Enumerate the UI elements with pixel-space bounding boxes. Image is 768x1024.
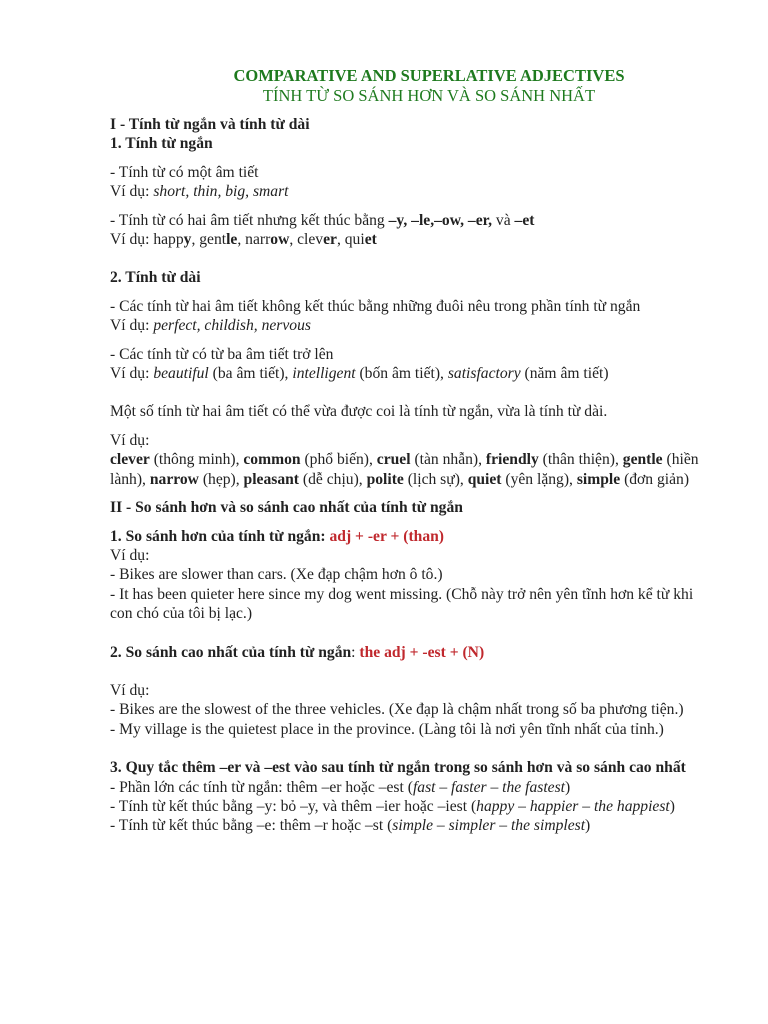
rule-2: - Tính từ kết thúc bằng –y: bỏ –y, và thêm –ier hoặc –iest (happy – happier – the happiest): [110, 797, 675, 815]
section1-sub1-heading: 1. Tính từ ngắn: [110, 135, 213, 153]
dual-adj-word: quiet: [467, 470, 502, 488]
superlative-example-label: Ví dụ:: [110, 681, 150, 699]
dual-adj-meaning: (thân thiện),: [538, 451, 623, 469]
comparative-formula: adj + -er + (than): [329, 527, 445, 545]
dual-adj-word: simple: [576, 470, 621, 488]
short-adj-example-1: Ví dụ: short, thin, big, smart: [110, 183, 289, 201]
dual-adj-word: cruel: [376, 451, 411, 469]
document-title: [110, 66, 748, 106]
dual-adj-meaning: (hẹp),: [198, 470, 244, 488]
dual-adj-meaning: (tàn nhẫn),: [410, 451, 486, 469]
comparative-example-label: Ví dụ:: [110, 546, 150, 564]
dual-adj-meaning: (đơn giản): [620, 470, 690, 488]
comparative-example-1: - Bikes are slower than cars. (Xe đạp chậm hơn ô tô.): [110, 566, 443, 584]
dual-adj-word: common: [243, 451, 301, 469]
superlative-formula: the adj + -est + (N): [359, 643, 485, 661]
title-vietnamese: TÍNH TỪ SO SÁNH HƠN VÀ SO SÁNH NHẤT: [262, 86, 596, 105]
comparative-heading: 1. So sánh hơn của tính từ ngắn: adj + -er + (than): [110, 527, 445, 545]
dual-adj-example-label: Ví dụ:: [110, 431, 150, 449]
rule-1: - Phần lớn các tính từ ngắn: thêm –er hoặc –est (fast – faster – the fastest): [110, 778, 571, 796]
dual-adj-word: narrow: [149, 470, 199, 488]
example-word: gentle: [199, 231, 238, 249]
rules-heading: 3. Quy tắc thêm –er và –est vào sau tính từ ngắn trong so sánh hơn và so sánh cao nhất: [110, 759, 686, 777]
example-word: narrow: [245, 231, 290, 249]
example-word: clever: [297, 231, 337, 249]
dual-adj-examples: [110, 450, 718, 489]
long-adj-rule-2: - Các tính từ có từ ba âm tiết trở lên: [110, 345, 334, 363]
comparative-example-2: - It has been quieter here since my dog went missing. (Chỗ này trở nên yên tĩnh hơn kể từ khi con chó của tôi bị lạc.): [110, 585, 694, 623]
short-adj-example-2: Ví dụ: happy, gentle, narrow, clever, quiet: [110, 231, 377, 249]
superlative-heading: 2. So sánh cao nhất của tính từ ngắn: the adj + -est + (N): [110, 643, 485, 661]
dual-adj-note: Một số tính từ hai âm tiết có thể vừa được coi là tính từ ngắn, vừa là tính từ dài.: [110, 403, 608, 421]
section1-heading: I - Tính từ ngắn và tính từ dài: [110, 116, 310, 133]
dual-adj-meaning: (hiền lành),: [110, 451, 699, 488]
dual-adj-word: friendly: [485, 451, 539, 469]
example-word: quiet: [344, 231, 377, 249]
dual-adj-meaning: (yên lặng),: [501, 470, 577, 488]
long-adj-example-2: Ví dụ: beautiful (ba âm tiết), intelligent (bốn âm tiết), satisfactory (năm âm tiết): [110, 365, 609, 383]
dual-adj-meaning: (dễ chịu),: [299, 470, 367, 488]
title-english: COMPARATIVE AND SUPERLATIVE ADJECTIVES: [233, 66, 625, 85]
superlative-example-2: - My village is the quietest place in the province. (Làng tôi là nơi yên tĩnh nhất của tỉnh.): [110, 720, 664, 738]
example-word: happy: [153, 231, 192, 249]
dual-adj-word: clever: [110, 451, 150, 469]
dual-adj-word: gentle: [622, 451, 663, 469]
dual-adj-meaning: (thông minh),: [149, 451, 244, 469]
rule-3: - Tính từ kết thúc bằng –e: thêm –r hoặc –st (simple – simpler – the simplest): [110, 817, 591, 835]
long-adj-rule-1: - Các tính từ hai âm tiết không kết thúc bằng những đuôi nêu trong phần tính từ ngắn: [110, 297, 641, 315]
section2-heading: II - So sánh hơn và so sánh cao nhất của tính từ ngắn: [110, 499, 463, 517]
dual-adj-meaning: (lịch sự),: [403, 470, 468, 488]
short-adj-rule-1: - Tính từ có một âm tiết: [110, 163, 259, 181]
superlative-example-1: - Bikes are the slowest of the three vehicles. (Xe đạp là chậm nhất trong số ba phương tiện.): [110, 701, 684, 719]
long-adj-example-1: Ví dụ: perfect, childish, nervous: [110, 317, 311, 335]
short-adj-rule-2: - Tính từ có hai âm tiết nhưng kết thúc bằng –y, –le,–ow, –er, và –et: [110, 211, 535, 229]
dual-adj-meaning: (phổ biến),: [300, 451, 377, 469]
dual-adj-word: polite: [366, 470, 404, 488]
section1-sub2-heading: 2. Tính từ dài: [110, 269, 201, 287]
dual-adj-word: pleasant: [243, 470, 300, 488]
